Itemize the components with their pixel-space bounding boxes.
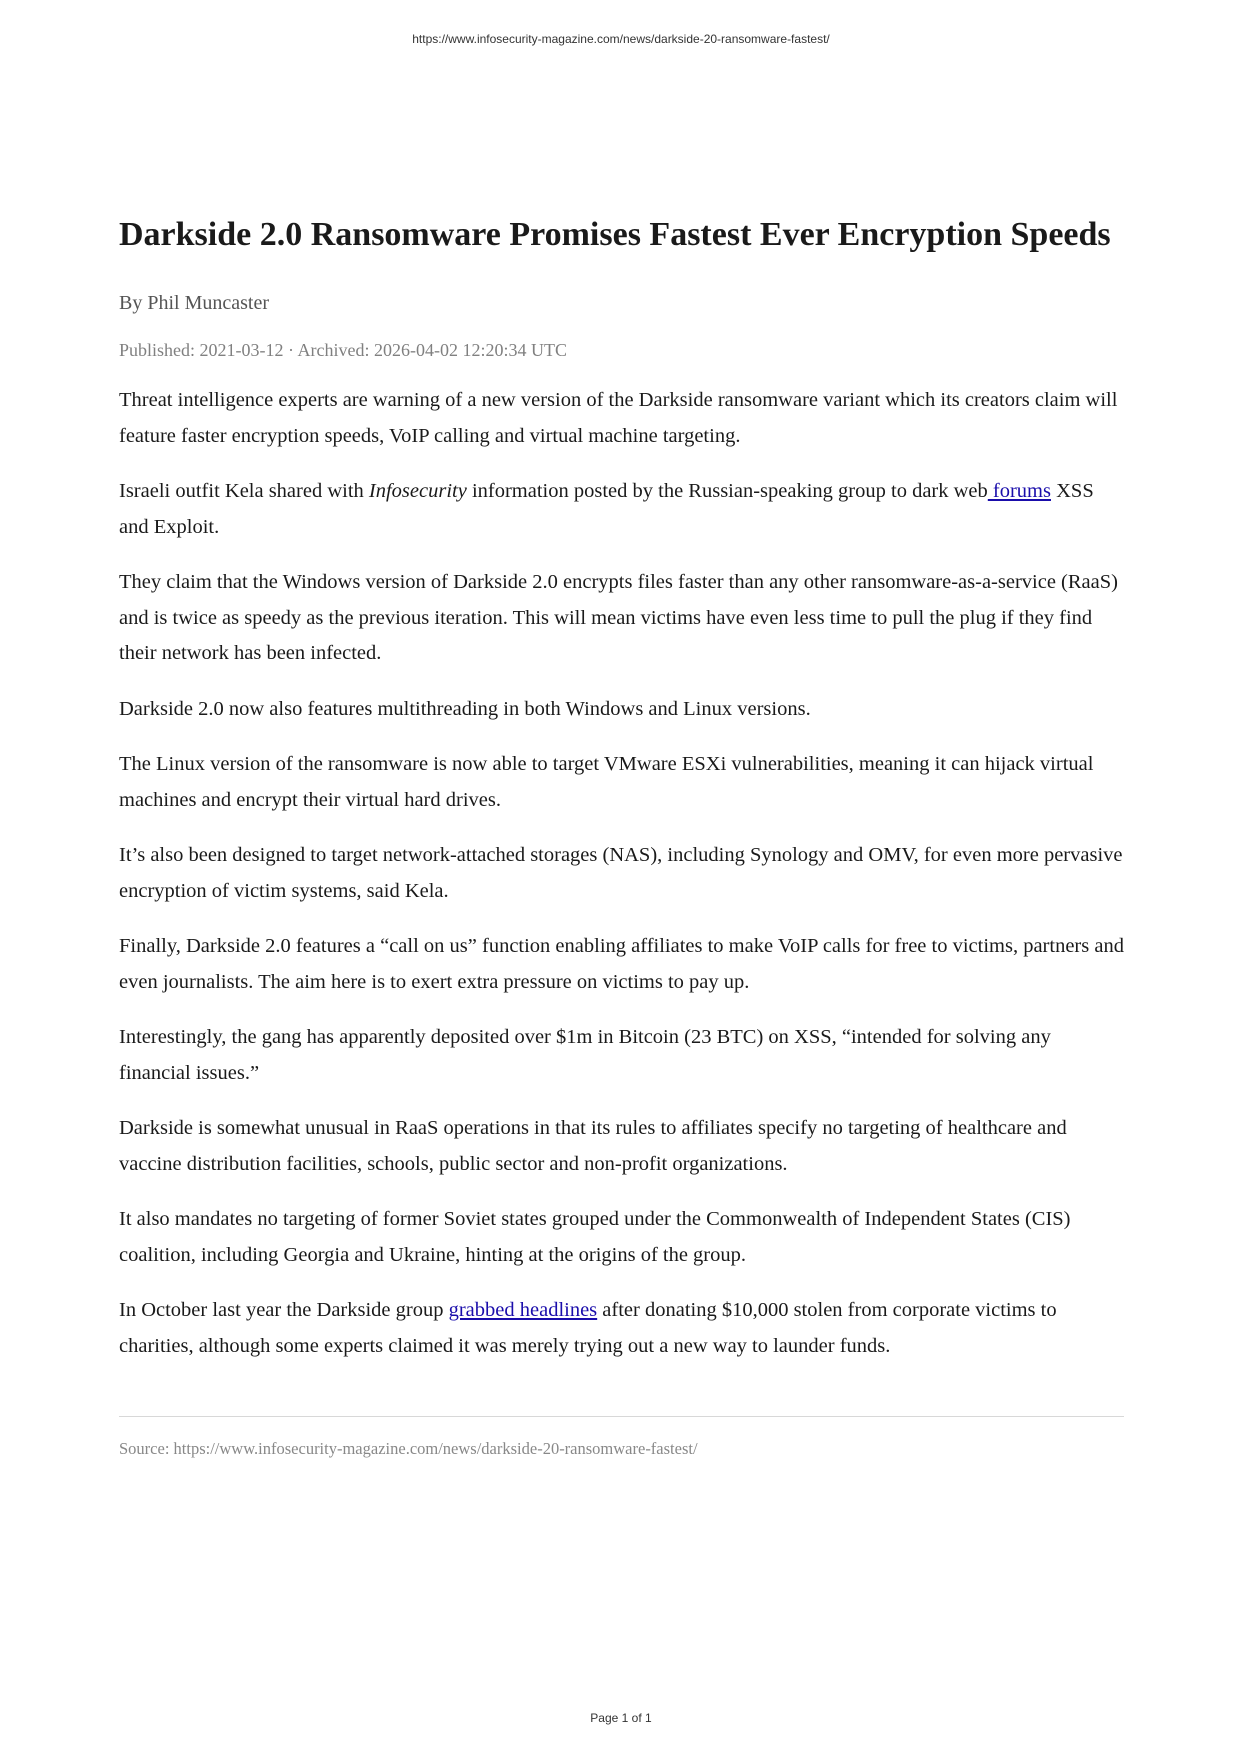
article xyxy=(119,207,1124,1461)
article-byline: By Phil Muncaster xyxy=(119,292,269,314)
article-title: Darkside 2.0 Ransomware Promises Fastest Ever Encryption Speeds xyxy=(119,216,1111,253)
paragraph-8: Interestingly, the gang has apparently deposited over $1m in Bitcoin (23 BTC) on XSS, “intended for solving any financial issues.” xyxy=(119,1026,1051,1084)
article-dates: Published: 2021-03-12 · Archived: 2026-04-02 12:20:34 UTC xyxy=(119,340,567,360)
paragraph-6: It’s also been designed to target network-attached storages (NAS), including Synology and OMV, for even more pervasive encryption of victim systems, said Kela. xyxy=(119,844,1123,902)
paragraph-9: Darkside is somewhat unusual in RaaS operations in that its rules to affiliates specify no targeting of healthcare and vaccine distribution facilities, schools, public sector and non-profit organizations. xyxy=(119,1117,1067,1175)
article-body xyxy=(119,383,1124,1364)
paragraph-10: It also mandates no targeting of former Soviet states grouped under the Commonwealth of Independent States (CIS) coalition, including Georgia and Ukraine, hinting at the origins of the group. xyxy=(119,1208,1071,1266)
source-line: Source: https://www.infosecurity-magazine.com/news/darkside-20-ransomware-fastest/ xyxy=(119,1439,698,1458)
paragraph-1: Threat intelligence experts are warning of a new version of the Darkside ransomware variant which its creators claim will feature faster encryption speeds, VoIP calling and virtual machine targeting. xyxy=(119,389,1118,447)
paragraph-7: Finally, Darkside 2.0 features a “call on us” function enabling affiliates to make VoIP calls for free to victims, partners and even journalists. The aim here is to exert extra pressure on victims to pay up. xyxy=(119,935,1124,993)
header-url: https://www.infosecurity-magazine.com/news/darkside-20-ransomware-fastest/ xyxy=(412,32,830,46)
paragraph-5: The Linux version of the ransomware is now able to target VMware ESXi vulnerabilities, meaning it can hijack virtual machines and encrypt their virtual hard drives. xyxy=(119,753,1094,811)
paragraph-3: They claim that the Windows version of Darkside 2.0 encrypts files faster than any other ransomware-as-a-service (RaaS) and is twice as speedy as the previous iteration. This will mean victims have even less time to pull the plug if they find their network has been infected. xyxy=(119,571,1118,664)
paragraph-11: In October last year the Darkside group grabbed headlines after donating $10,000 stolen from corporate victims to charities, although some experts claimed it was merely trying out a new way to launder funds. xyxy=(119,1299,1057,1357)
forums-link[interactable]: forums xyxy=(987,480,1051,502)
divider xyxy=(119,1416,1124,1417)
paragraph-2: Israeli outfit Kela shared with Infosecurity information posted by the Russian-speaking group to dark web forums XSS and Exploit. xyxy=(119,480,1094,538)
paragraph-4: Darkside 2.0 now also features multithreading in both Windows and Linux versions. xyxy=(119,697,811,720)
page-number: Page 1 of 1 xyxy=(590,1711,652,1725)
publication-name: Infosecurity xyxy=(368,480,467,502)
grabbed-headlines-link[interactable]: grabbed headlines xyxy=(448,1299,598,1321)
